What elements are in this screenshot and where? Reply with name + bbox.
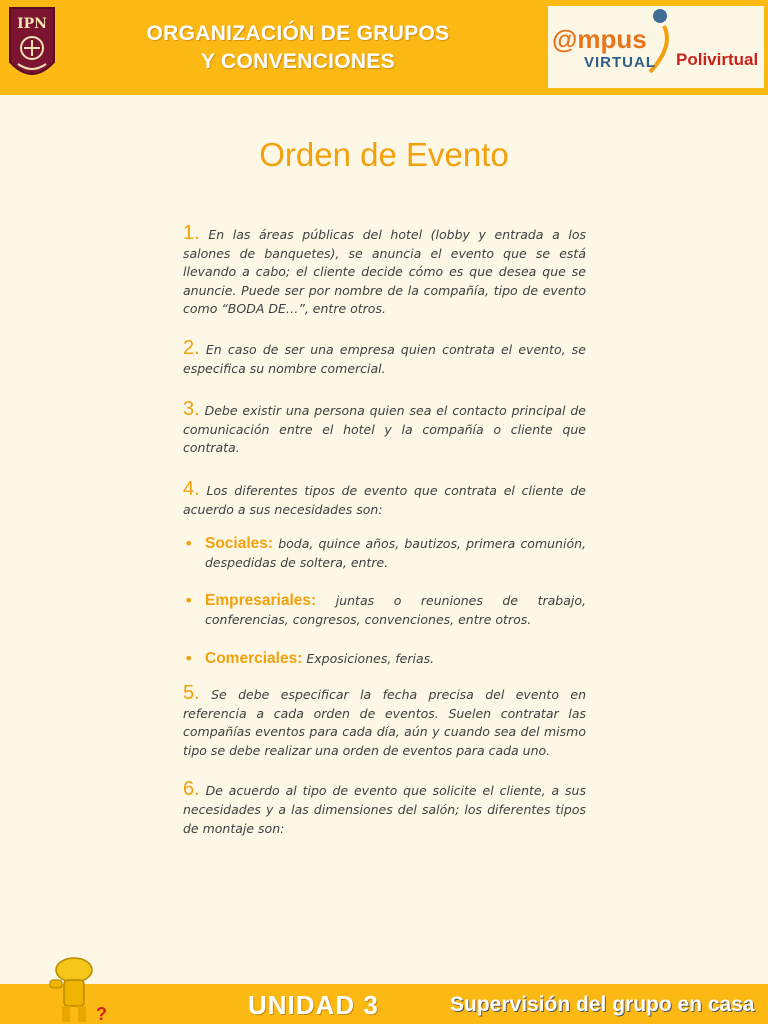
unit-subtitle: Supervisión del grupo en casa: [450, 993, 755, 1016]
event-type-text: boda, quince años, bautizos, primera comunión, despedidas de soltera, entre.: [205, 536, 586, 570]
paragraph-2: [183, 336, 586, 378]
paragraph-5: [183, 684, 586, 760]
unit-label: UNIDAD 3: [248, 990, 379, 1020]
paragraph-6: [183, 780, 586, 838]
paragraph-text: En las áreas públicas del hotel (lobby y entrada a los salones de banquetes), se anuncia el evento que se está llevando a cabo; el cliente decide cómo es que desea que se anuncie. Puede ser por nombre de la compañía, tipo de evento como “BODA DE…”, entre otros.: [183, 227, 586, 317]
paragraph-text: En caso de ser una empresa quien contrata el evento, se especifica su nombre comercial.: [183, 341, 586, 376]
event-type-text: Exposiciones, ferias.: [306, 650, 435, 666]
content-body: [183, 224, 586, 838]
paragraph-number: 1.: [183, 222, 200, 244]
list-item: [183, 650, 586, 669]
campus-virtual-logo: [548, 6, 764, 88]
paragraph-text: De acuerdo al tipo de evento que solicite el cliente, a sus necesidades y a las dimensiones del salón; los diferentes tipos de montaje son:: [183, 783, 586, 836]
event-type-term: Sociales:: [205, 535, 274, 553]
event-types-list: [183, 535, 586, 668]
paragraph-text: Debe existir una persona quien sea el contacto principal de comunicación entre el hotel y la compañía o cliente que contrata.: [183, 403, 586, 456]
header-title-line1: ORGANIZACIÓN DE GRUPOS: [146, 22, 450, 45]
event-type-term: Comerciales:: [205, 649, 303, 667]
paragraph-3: [183, 400, 586, 458]
page-header-title: [96, 20, 500, 76]
event-type-text: juntas o reuniones de trabajo, conferencias, congresos, convenciones, entre otros.: [205, 593, 586, 627]
paragraph-number: 4.: [183, 477, 200, 500]
list-item: [183, 592, 586, 629]
thinking-mascot-icon: [42, 954, 108, 1024]
campus-brand-text: @mpus: [552, 24, 647, 54]
header-bar: [0, 0, 768, 95]
header-title-line2: Y CONVENCIONES: [200, 50, 396, 73]
paragraph-1: [183, 224, 586, 319]
mascot-question-mark: ?: [96, 1004, 107, 1024]
campus-virtual-text: VIRTUAL: [584, 54, 656, 71]
ipn-logo: [4, 4, 60, 88]
event-type-term: Empresariales:: [205, 592, 317, 610]
ipn-logo-text: IPN: [17, 16, 47, 32]
page-title: Orden de Evento: [259, 136, 509, 173]
paragraph-number: 2.: [183, 336, 200, 359]
paragraph-number: 3.: [183, 398, 200, 421]
list-item: [183, 535, 586, 572]
paragraph-4: [183, 477, 586, 519]
paragraph-number: 5.: [183, 682, 200, 705]
polivirtual-text: Polivirtual: [676, 50, 759, 69]
paragraph-text: Los diferentes tipos de evento que contrata el cliente de acuerdo a sus necesidades son:: [183, 482, 586, 517]
paragraph-number: 6.: [183, 778, 200, 801]
paragraph-text: Se debe especificar la fecha precisa del evento en referencia a cada orden de eventos. Suelen contratar las compañías eventos para cada día, aún y cuando sea del mismo tipo se debe realizar una orden de eventos para cada uno.: [183, 687, 586, 758]
